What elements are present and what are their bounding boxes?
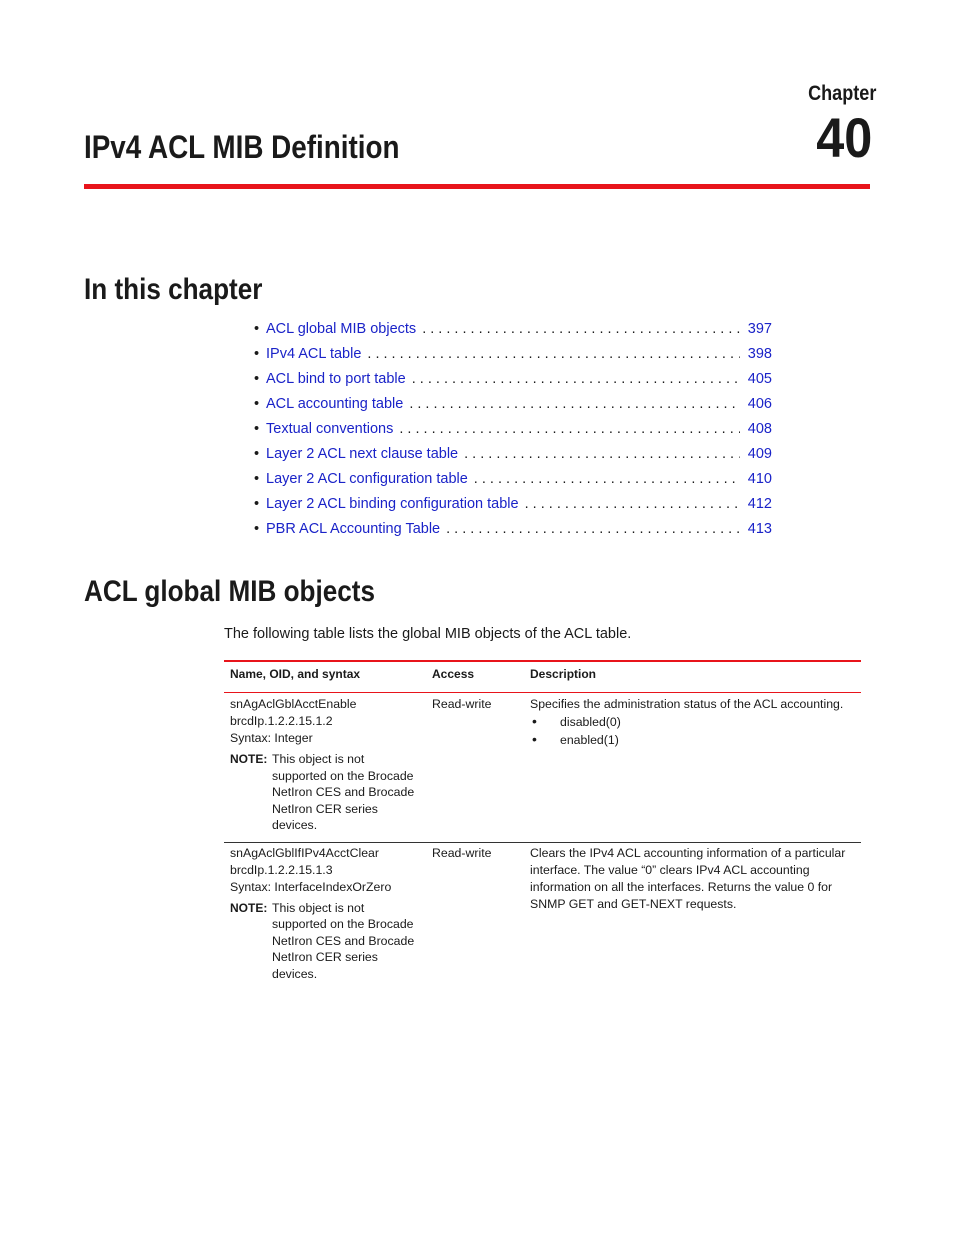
toc-item[interactable] [254, 471, 772, 496]
bullet-icon: • [254, 471, 260, 487]
chapter-number: 40 [815, 106, 872, 169]
list-item-text: disabled(0) [560, 715, 621, 729]
toc-item-page[interactable]: 409 [747, 446, 772, 462]
header-name: Name, OID, and syntax [224, 661, 426, 693]
toc-item-page[interactable]: 406 [747, 396, 772, 412]
note-label: NOTE: [230, 900, 268, 915]
bullet-icon: • [254, 396, 260, 412]
object-name: snAgAclGblAcctEnable [230, 697, 357, 711]
object-oid: brcdIp.1.2.2.15.1.3 [230, 862, 333, 877]
note [230, 900, 420, 983]
bullet-icon: • [254, 371, 260, 387]
value-list [530, 713, 855, 749]
note-text: This object is not supported on the Brocade NetIron CES and Brocade NetIron CER series devices. [272, 752, 415, 832]
page-title: IPv4 ACL MIB Definition [84, 129, 400, 165]
note-text: This object is not supported on the Brocade NetIron CES and Brocade NetIron CER series devices. [272, 900, 415, 981]
name-cell [224, 693, 426, 843]
toc-leader [464, 446, 740, 462]
header-description: Description [524, 661, 861, 693]
description-cell: Clears the IPv4 ACL accounting information of a particular interface. The value “0” clears IPv4 ACL accounting information on all the interfaces. Returns the value 0 for SNMP GET and GET-NEXT requests. [530, 845, 846, 911]
toc-leader [412, 371, 740, 387]
toc-item-label[interactable]: ACL accounting table [266, 396, 404, 412]
toc-item-label[interactable]: PBR ACL Accounting Table [266, 521, 441, 537]
toc-item-page[interactable]: 410 [747, 471, 772, 487]
toc-item-label[interactable]: Textual conventions [266, 421, 394, 437]
access-cell: Read-write [426, 693, 524, 843]
toc-item[interactable] [254, 521, 772, 546]
bullet-icon: • [254, 446, 260, 462]
toc-item[interactable] [254, 321, 772, 346]
object-syntax: Syntax: Integer [230, 731, 313, 745]
mib-objects-table [224, 660, 861, 990]
toc-item-label[interactable]: ACL bind to port table [266, 371, 406, 387]
title-rule [84, 184, 870, 189]
toc-leader [446, 521, 740, 537]
table-row [224, 842, 861, 990]
in-this-chapter-heading: In this chapter [84, 273, 263, 306]
toc-item-page[interactable]: 398 [747, 346, 772, 362]
toc-leader [399, 421, 740, 437]
toc-leader [474, 471, 740, 487]
description-cell [524, 693, 861, 843]
header-access: Access [426, 661, 524, 693]
toc-item[interactable] [254, 421, 772, 446]
toc-item-page[interactable]: 397 [747, 321, 772, 337]
toc-item-page[interactable]: 405 [747, 371, 772, 387]
bullet-icon: • [254, 421, 260, 437]
chapter-toc [254, 321, 772, 546]
toc-item[interactable] [254, 371, 772, 396]
object-name: snAgAclGblIfIPv4AcctClear [230, 845, 379, 860]
toc-item-label[interactable]: IPv4 ACL table [266, 346, 362, 362]
toc-item-page[interactable]: 413 [747, 521, 772, 537]
toc-item-label[interactable]: Layer 2 ACL configuration table [266, 471, 468, 487]
toc-leader [422, 321, 740, 337]
list-item [530, 731, 855, 749]
table-header-row [224, 661, 861, 693]
note-label: NOTE: [230, 752, 268, 766]
toc-item-label[interactable]: Layer 2 ACL next clause table [266, 446, 459, 462]
table-row [224, 693, 861, 843]
access-cell: Read-write [432, 845, 492, 860]
object-oid: brcdIp.1.2.2.15.1.2 [230, 714, 333, 728]
note [230, 751, 420, 834]
toc-item-page[interactable]: 412 [747, 496, 772, 512]
intro-text: The following table lists the global MIB objects of the ACL table. [224, 626, 632, 642]
list-item-text: enabled(1) [560, 733, 619, 747]
toc-leader [367, 346, 740, 362]
toc-item[interactable] [254, 446, 772, 471]
object-syntax: Syntax: InterfaceIndexOrZero [230, 879, 392, 894]
toc-item-label[interactable]: Layer 2 ACL binding configuration table [266, 496, 519, 512]
bullet-icon: • [532, 731, 537, 747]
toc-item[interactable] [254, 346, 772, 371]
toc-leader [525, 496, 740, 512]
toc-item[interactable] [254, 396, 772, 421]
acl-global-heading: ACL global MIB objects [84, 575, 375, 608]
bullet-icon: • [254, 521, 260, 537]
toc-item-label[interactable]: ACL global MIB objects [266, 321, 417, 337]
bullet-icon: • [254, 496, 260, 512]
bullet-icon: • [254, 321, 260, 337]
toc-leader [409, 396, 740, 412]
toc-item[interactable] [254, 496, 772, 521]
name-cell [224, 842, 426, 990]
list-item [530, 713, 855, 731]
bullet-icon: • [254, 346, 260, 362]
toc-item-page[interactable]: 408 [747, 421, 772, 437]
bullet-icon: • [532, 713, 537, 729]
description-text: Specifies the administration status of the ACL accounting. [530, 697, 844, 711]
chapter-label: Chapter [807, 82, 876, 105]
